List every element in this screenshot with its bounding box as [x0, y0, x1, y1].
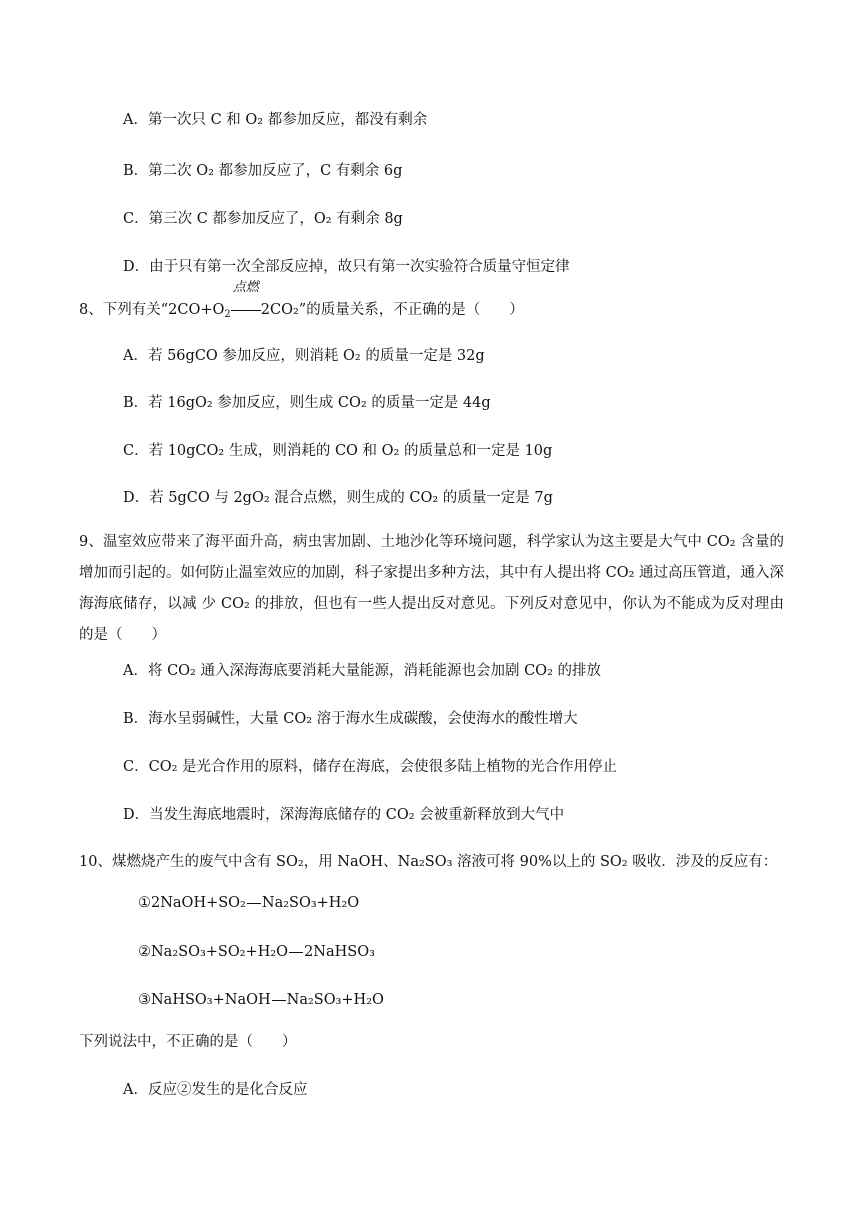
- q10-option-a: A．反应②发生的是化合反应: [123, 1082, 308, 1098]
- q8-option-b: B．若 16gO₂ 参加反应，则生成 CO₂ 的质量一定是 44g: [123, 395, 491, 411]
- q9-option-b: B．海水呈弱碱性，大量 CO₂ 溶于海水生成碳酸，会使海水的酸性增大: [123, 711, 578, 727]
- eq3-reactants: ③NaHSO₃+NaOH: [138, 992, 271, 1008]
- q8-option-d: D．若 5gCO 与 2gO₂ 混合点燃，则生成的 CO₂ 的质量一定是 7g: [123, 490, 553, 506]
- eq1-reactants: ①2NaOH+SO₂: [138, 895, 246, 911]
- q10-stem: 10、煤燃烧产生的废气中含有 SO₂，用 NaOH、Na₂SO₃ 溶液可将 90%以上的 SO₂ 吸收．涉及的反应有：: [79, 854, 778, 870]
- q10-question: 下列说法中，不正确的是（ ）: [79, 1034, 297, 1050]
- equals-sign: [272, 1000, 286, 1001]
- q9-stem: 9、温室效应带来了海平面升高，病虫害加剧、土地沙化等环境问题，科学家认为这主要是大气中 CO₂ 含量的增加而引起的。如何防止温室效应的加剧，科子家提出多种方法，其中有人提出将 CO₂ 通过高压管道，通入深海海底储存，以减 少 CO₂ 的排放，但也有一些人提出反对意见。下列反对意见中，你认为不能成为反对理由的是（ ）: [79, 534, 785, 643]
- q10-equation-2: [138, 942, 375, 962]
- equals-sign: [289, 952, 303, 953]
- eq2-reactants: ②Na₂SO₃+SO₂+H₂O: [138, 944, 289, 960]
- q7-option-d: D．由于只有第一次全部反应掉，故只有第一次实验符合质量守恒定律: [123, 259, 570, 275]
- q8-stem: 8、下列有关“$2CO+O_2$ 点燃 2CO₂”的质量关系，不正确的是（ ）: [79, 280, 524, 320]
- q10-equation-1: [138, 893, 359, 913]
- q9-option-d: D．当发生海底地震时，深海海底储存的 CO₂ 会被重新释放到大气中: [123, 807, 565, 823]
- q7-option-c: C．第三次 C 都参加反应了，O₂ 有剩余 8g: [123, 211, 403, 227]
- q7-option-a: A．第一次只 C 和 O₂ 都参加反应，都没有剩余: [123, 112, 428, 128]
- eq2-products: 2NaHSO₃: [304, 944, 375, 960]
- eq1-products: Na₂SO₃+H₂O: [261, 895, 360, 911]
- reaction-condition-arrow: [231, 280, 261, 320]
- condition-label: 点燃: [232, 280, 259, 295]
- eq3-products: Na₂SO₃+H₂O: [286, 992, 384, 1008]
- q9-option-c: C．CO₂ 是光合作用的原料，储存在海底，会使很多陆上植物的光合作用停止: [123, 759, 617, 775]
- q8-stem-suffix: 2CO₂”的质量关系，不正确的是（ ）: [260, 302, 524, 318]
- q8-stem-prefix: 8、下列有关“2CO+O: [79, 302, 225, 318]
- q8-option-c: C．若 10gCO₂ 生成，则消耗的 CO 和 O₂ 的质量总和一定是 10g: [123, 443, 553, 459]
- q10-equation-3: [138, 990, 384, 1010]
- q8-option-a: A．若 56gCO 参加反应，则消耗 O₂ 的质量一定是 32g: [123, 348, 485, 364]
- q9-option-a: A．将 CO₂ 通入深海海底要消耗大量能源，消耗能源也会加剧 CO₂ 的排放: [123, 663, 601, 679]
- q7-option-b: B．第二次 O₂ 都参加反应了，C 有剩余 6g: [123, 163, 403, 179]
- equals-sign: [247, 903, 261, 904]
